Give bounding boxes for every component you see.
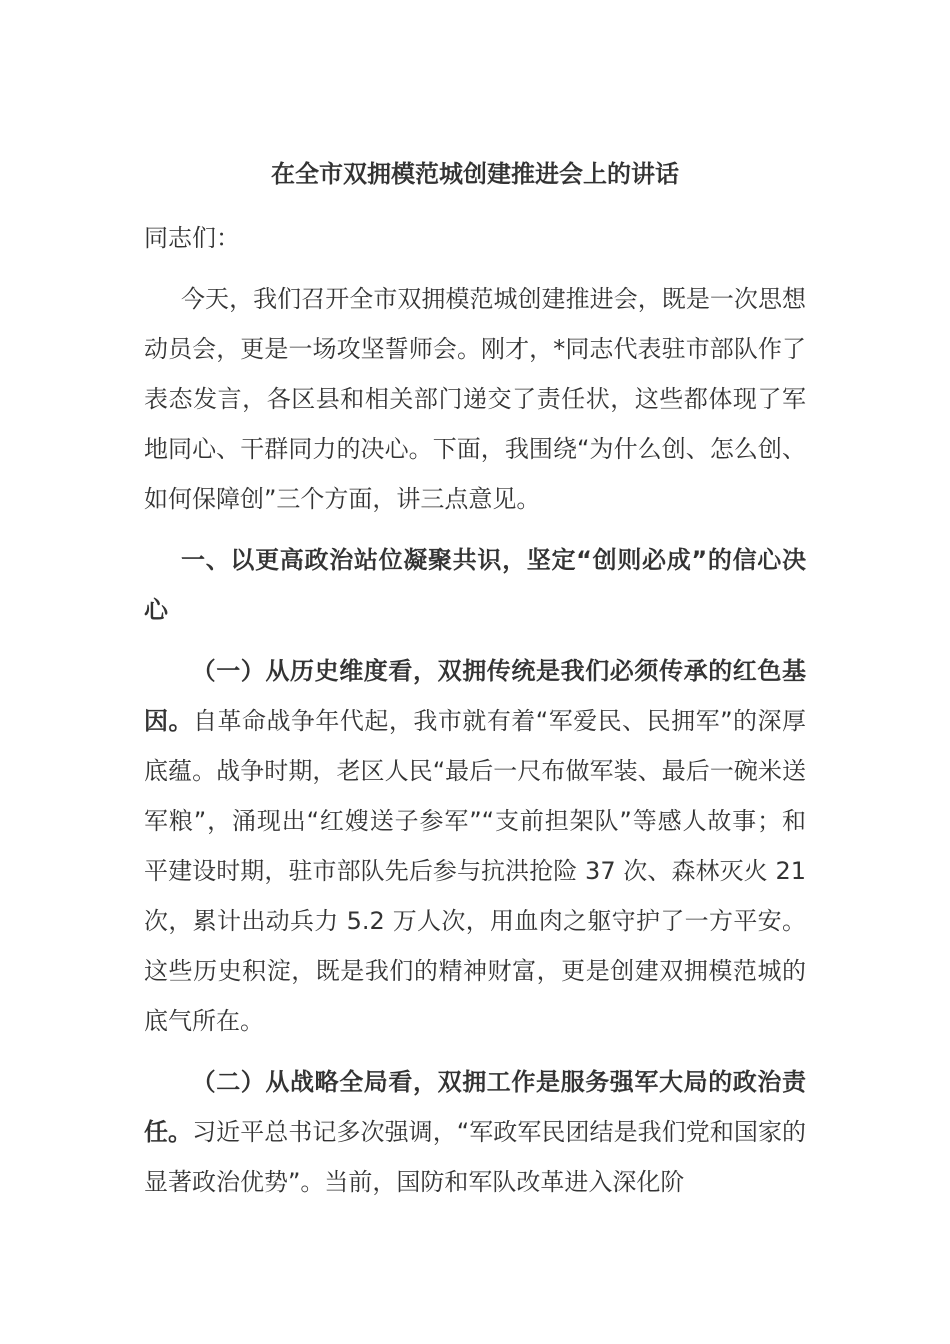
subsection-2-lead: （二）从战略全局看，双拥工作是服务强军大局的政治责任。 (144, 1068, 806, 1146)
paragraph-intro: 今天，我们召开全市双拥模范城创建推进会，既是一次思想动员会，更是一场攻坚誓师会。刚才，*同志代表驻市部队作了表态发言，各区县和相关部门递交了责任状，这些都体现了军地同心、干群同力的决心。下面，我围绕“为什么创、怎么创、如何保障创”三个方面，讲三点意见。 (144, 285, 806, 513)
subsection-1-body: 自革命战争年代起，我市就有着“军爱民、民拥军”的深厚底蕴。战争时期，老区人民“最后一尺布做军装、最后一碗米送军粮”，涌现出“红嫂送子参军”“支前担架队”等感人故事；和平建设时期，驻市部队先后参与抗洪抢险 37 次、森林灭火 21 次，累计出动兵力 5.2 万人次，用血肉之躯守护了一方平安。这些历史积淀，既是我们的精神财富，更是创建双拥模范城的底气所在。 (144, 707, 807, 1035)
subsection-2-body: 习近平总书记多次强调，“军政军民团结是我们党和国家的显著政治优势”。当前，国防和军队改革进入深化阶 (144, 1118, 807, 1196)
document-title: 在全市双拥模范城创建推进会上的讲话 (271, 160, 679, 188)
subsection-1-lead: （一）从历史维度看，双拥传统是我们必须传承的红色基因。 (144, 657, 806, 735)
salutation: 同志们： (144, 224, 240, 252)
section-heading-1: 一、以更高政治站位凝聚共识，坚定“创则必成”的信心决心 (144, 546, 806, 624)
subsection-1 (144, 646, 806, 1046)
subsection-2 (144, 1057, 806, 1207)
